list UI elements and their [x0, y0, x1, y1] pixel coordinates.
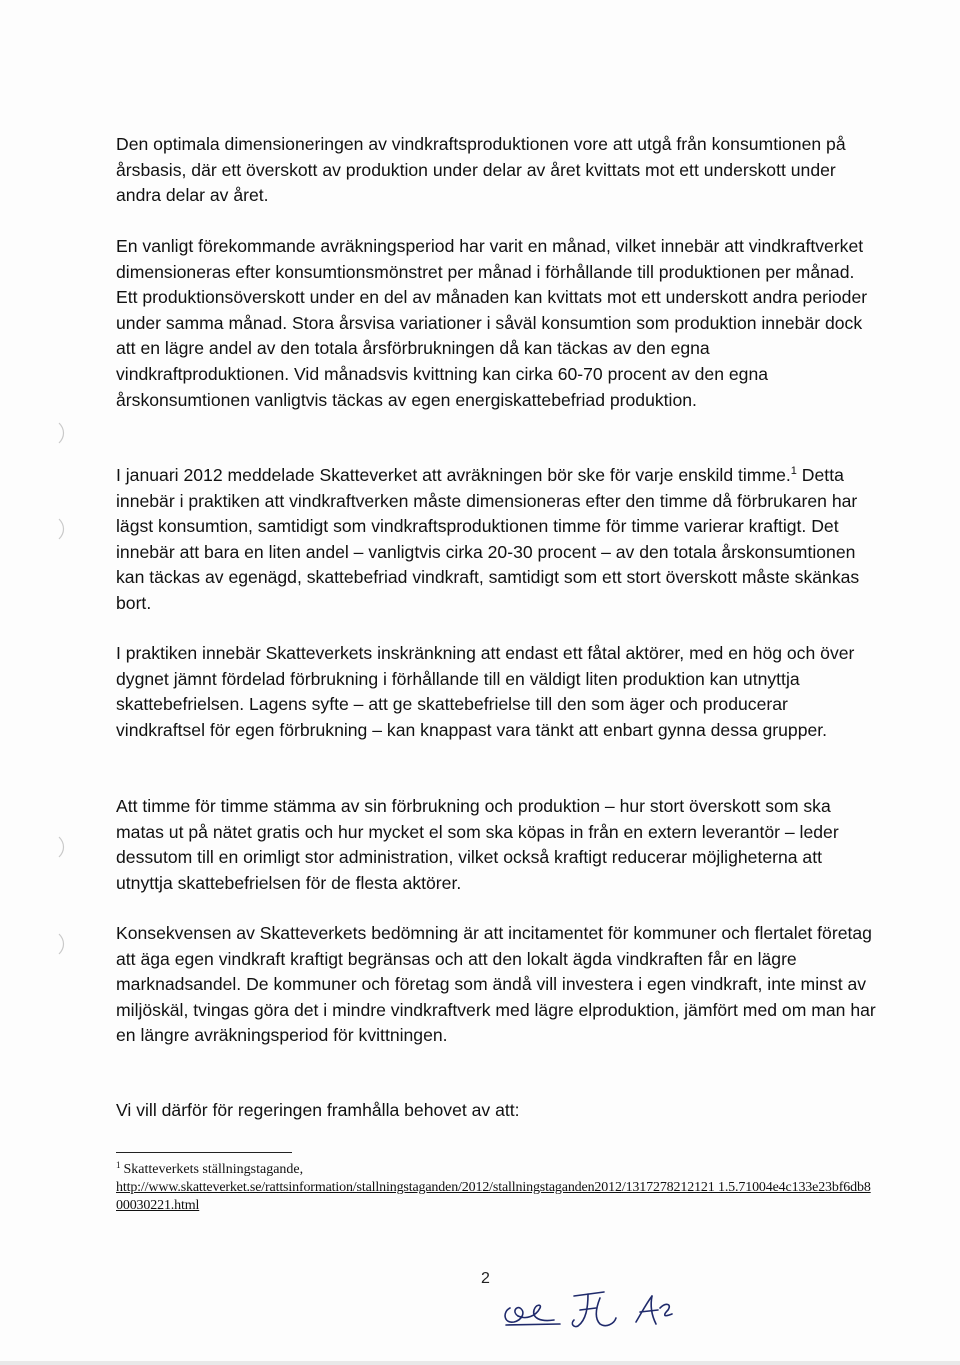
- paragraph-text-before-footnote: I januari 2012 meddelade Skatteverket att avräkningen bör ske för varje enskild timme.: [116, 465, 791, 485]
- footnote-reference[interactable]: 1: [790, 465, 797, 477]
- paragraph-hourly-settlement: [116, 463, 876, 617]
- footnote: [116, 1161, 876, 1215]
- paragraph-administration: Att timme för timme stämma av sin förbrukning och produktion – hur stort överskott som ska matas ut på nätet gratis och hur mycket el som ska köpas in från en extern leverantör – leder dessutom till en orimligt stor administration, vilket också kraftigt reducerar möjligheterna att utnyttja skattebefrielsen för de flesta aktörer.: [116, 796, 839, 893]
- footnote-link[interactable]: http://www.skatteverket.se/rattsinformation/stallningstaganden/2012/stallningstaganden2012/1317278212121 1.5.71004e4c133e23bf6db800030221.html: [116, 1180, 871, 1213]
- punch-hole-mark: [57, 422, 67, 444]
- page-number: 2: [481, 1270, 490, 1287]
- footnote-label-line: [116, 1161, 876, 1179]
- punch-hole-mark: [57, 836, 67, 858]
- paragraph-few-actors: I praktiken innebär Skatteverkets inskränkning att endast ett fåtal aktörer, med en hög och över dygnet jämnt fördelad förbrukning i förhållande till en väldigt liten produktion kan utnyttja skattebefrielsen. Lagens syfte – att ge skattebefrielse till den som äger och producerar vindkraftsel för egen förbrukning – kan knappast vara tänkt att enbart gynna dessa grupper.: [116, 643, 855, 740]
- footnote-separator: [116, 1152, 292, 1153]
- paragraph-text-after-footnote: Detta innebär i praktiken att vindkraftverken måste dimensioneras efter den timme då förbrukaren har lägst konsumtion, samtidigt som vindkraftsproduktionen timme för timme varierar kraftigt. Det innebär att bara en liten andel – vanligtvis cirka 20-30 procent – av den totala årskonsumtionen kan täckas av egenägd, skattebefriad vindkraft, samtidigt som ett stort överskott måste skänkas bort.: [116, 465, 860, 613]
- footnote-marker: 1: [116, 1160, 121, 1170]
- handwritten-signature: [496, 1278, 680, 1334]
- footnote-label: Skatteverkets ställningstagande,: [123, 1162, 304, 1177]
- punch-hole-mark: [57, 933, 67, 955]
- paragraph-monthly-settlement: En vanligt förekommande avräkningsperiod har varit en månad, vilket innebär att vindkraftverket dimensioneras efter konsumtionsmönstret per månad i förhållande till produktionen per månad. Ett produktionsöverskott under en del av månaden kan kvittats mot ett underskott andra perioder under samma månad. Stora årsvisa variationer i såväl konsumtion som produktion innebär dock att en lägre andel av den totala årsförbrukningen då kan täckas av den egna vindkraftproduktionen. Vid månadsvis kvittning kan cirka 60-70 procent av den egna årskonsumtionen vanligtvis täckas av egen energiskattebefriad produktion.: [116, 236, 868, 410]
- paragraph-consequence: Konsekvensen av Skatteverkets bedömning är att incitamentet för kommuner och flertalet företag att äga egen vindkraft kraftigt begränsas och att den lokalt ägda vindkraften får en lägre marknadsandel. De kommuner och företag som ändå vill investera i egen vindkraft, inte minst av miljöskäl, tvingas göra det i mindre vindkraftverk med lägre elproduktion, jämfört med om man har en längre avräkningsperiod för kvittningen.: [116, 923, 876, 1046]
- paragraph-request-intro: Vi vill därför för regeringen framhålla behovet av att:: [116, 1100, 520, 1120]
- paragraph-optimal-dimensioning: Den optimala dimensioneringen av vindkraftsproduktionen vore att utgå från konsumtionen på årsbasis, där ett överskott av produktion under delar av året kvittats mot ett underskott under andra delar av året.: [116, 134, 846, 206]
- punch-hole-mark: [57, 518, 67, 540]
- scan-bottom-edge: [0, 1361, 960, 1365]
